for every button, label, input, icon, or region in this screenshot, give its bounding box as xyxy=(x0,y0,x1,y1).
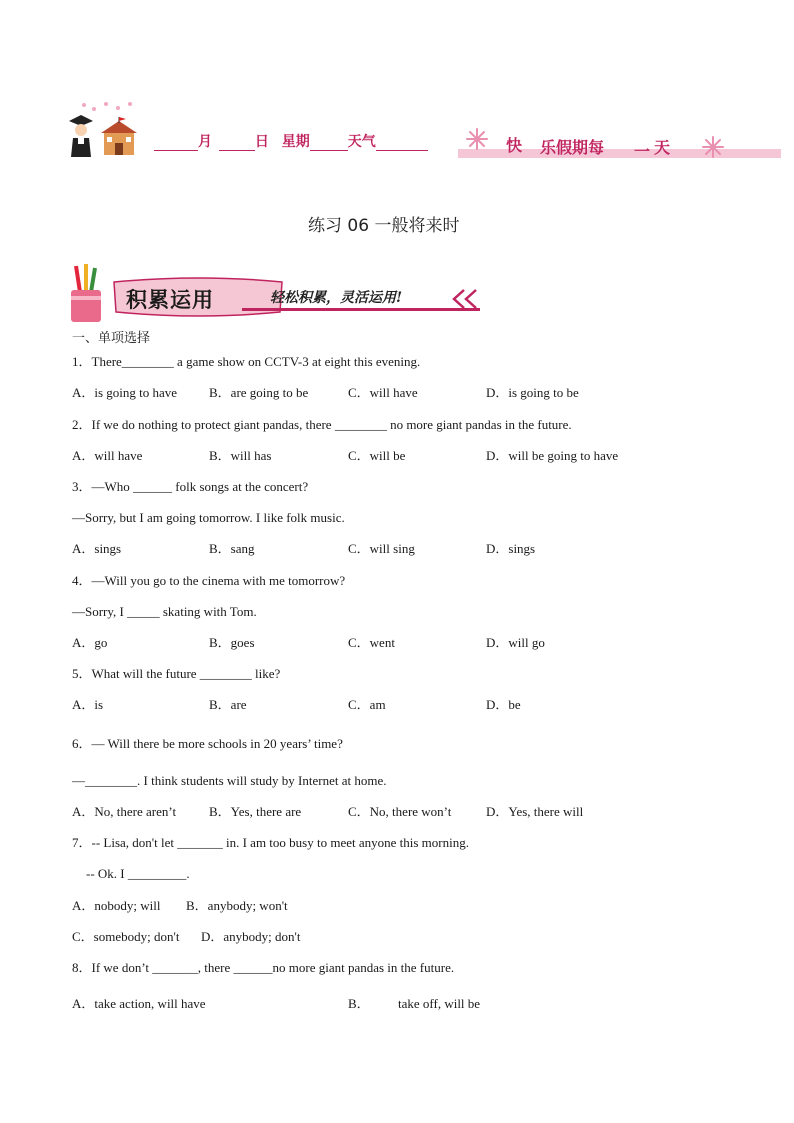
option-b: B．will has xyxy=(209,448,272,463)
pencil-cup-icon xyxy=(68,262,104,324)
option-d: D．is going to be xyxy=(486,385,579,400)
option-b: B．are xyxy=(209,697,247,712)
option-c: C．went xyxy=(348,635,395,650)
option-b: B．sang xyxy=(209,541,255,556)
question-stem: 8．If we don’t _______, there ______no more giant pandas in the future. xyxy=(72,960,455,975)
question-stem: 5．What will the future ________ like? xyxy=(72,666,281,681)
option-b: B．Yes, there are xyxy=(209,804,302,819)
option-b-text: take off, will be xyxy=(398,996,481,1011)
question-stem-line2: —Sorry, I _____ skating with Tom. xyxy=(72,604,257,619)
option-c: C．somebody; don't xyxy=(72,929,180,944)
weather-label: 天气 xyxy=(347,134,376,150)
banner-main-label: 积累运用 xyxy=(126,288,214,312)
question-stem-line2: —________. I think students will study by Internet at home. xyxy=(72,773,387,788)
slogan-char-1: 快 xyxy=(506,136,523,155)
page-title: 练习 06 一般将来时 xyxy=(308,216,460,236)
day-label: 日 xyxy=(254,134,269,150)
slogan-char-4: 天 xyxy=(654,138,671,157)
option-c: C．am xyxy=(348,697,386,712)
option-d: D．sings xyxy=(486,541,536,556)
option-a: A．No, there aren’t xyxy=(72,804,177,819)
option-d: D．be xyxy=(486,697,521,712)
school-house-icon xyxy=(98,117,140,157)
option-c: C．will be xyxy=(348,448,406,463)
option-c: C．will sing xyxy=(348,541,415,556)
option-b: B．goes xyxy=(209,635,255,650)
question-stem: 1．There________ a game show on CCTV-3 at eight this evening. xyxy=(72,354,421,369)
question-stem: 3．—Who ______ folk songs at the concert? xyxy=(72,479,309,494)
snowflake-icon xyxy=(702,136,724,158)
question-stem-line2: —Sorry, but I am going tomorrow. I like folk music. xyxy=(72,510,345,525)
option-b: B．are going to be xyxy=(209,385,309,400)
option-d: D．will go xyxy=(486,635,545,650)
option-c: C．will have xyxy=(348,385,418,400)
question-stem: 6．— Will there be more schools in 20 years’ time? xyxy=(72,736,343,751)
section-heading: 一、单项选择 xyxy=(72,331,151,346)
slogan-char-3: 一 xyxy=(634,142,651,161)
double-arrow-icon xyxy=(450,288,482,310)
option-c: C．No, there won’t xyxy=(348,804,452,819)
option-d: D．anybody; don't xyxy=(201,929,301,944)
snowflake-icon xyxy=(466,128,488,150)
header xyxy=(0,95,794,165)
option-d: D．will be going to have xyxy=(486,448,619,463)
option-a: A．go xyxy=(72,635,108,650)
banner-underline xyxy=(242,308,480,311)
option-b: B． xyxy=(348,996,370,1011)
option-a: A．take action, will have xyxy=(72,996,206,1011)
option-a: A．is xyxy=(72,697,104,712)
option-a: A．will have xyxy=(72,448,143,463)
option-d: D．Yes, there will xyxy=(486,804,584,819)
question-stem: 7．-- Lisa, don't let _______ in. I am too busy to meet anyone this morning. xyxy=(72,835,469,850)
question-stem: 4．—Will you go to the cinema with me tomorrow? xyxy=(72,573,346,588)
section-banner xyxy=(66,262,496,322)
graduate-icon xyxy=(66,113,96,159)
banner-sub-label: 轻松积累，灵活运用! xyxy=(270,290,403,306)
month-label: 月 xyxy=(198,134,212,150)
option-a: A．nobody; will xyxy=(72,898,161,913)
option-a: A．is going to have xyxy=(72,385,178,400)
weekday-label: 星期 xyxy=(281,134,310,150)
slogan-middle: 乐假期每 xyxy=(540,138,605,157)
option-a: A．sings xyxy=(72,541,122,556)
option-b: B．anybody; won't xyxy=(186,898,288,913)
question-stem-line2: -- Ok. I _________. xyxy=(86,866,190,881)
question-stem: 2．If we do nothing to protect giant pandas, there ________ no more giant pandas in the future. xyxy=(72,417,572,432)
